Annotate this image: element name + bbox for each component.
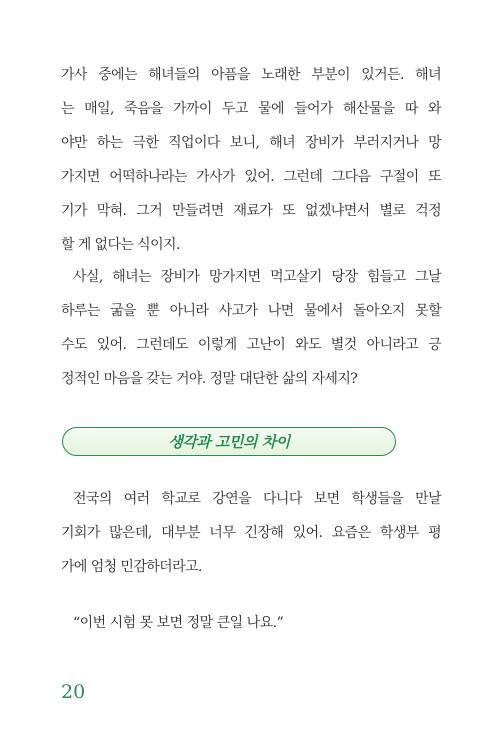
dialogue-quote: “이번 시험 못 보면 정말 큰일 나요.” — [73, 615, 284, 631]
text-line: 수도 있어. 그런데도 이렇게 고난이 와도 별것 아니라고 긍 — [61, 337, 441, 353]
text-line: 전국의 여러 학교로 강연을 다니다 보면 학생들을 만날 — [73, 491, 441, 507]
text-line: 는 매일, 죽음을 가까이 두고 물에 들어가 해산물을 따 와 — [61, 101, 441, 117]
paragraph-3 — [61, 482, 441, 584]
text-line: 할 게 없다는 식이지. — [61, 237, 180, 253]
text-line: 기가 막혀. 그거 만들려면 재료가 또 없겠냐면서 별로 걱정 — [61, 203, 441, 219]
text-line: 기회가 많은데, 대부분 너무 긴장해 있어. 요즘은 학생부 평 — [61, 525, 441, 541]
paragraph-1 — [61, 58, 441, 262]
text-line: 가에 엄청 민감하더라고. — [61, 559, 202, 575]
text-line: 야만 하는 극한 직업이다 보니, 해녀 장비가 부러지거나 망 — [61, 135, 441, 151]
text-line: 정적인 마음을 갖는 거야. 정말 대단한 삶의 자세지? — [61, 371, 358, 387]
text-line: 사실, 해녀는 장비가 망가지면 먹고살기 당장 힘들고 그날 — [73, 269, 441, 285]
text-line: 하루는 굶을 뿐 아니라 사고가 나면 물에서 돌아오지 못할 — [61, 303, 441, 319]
text-line: 가지면 어떡하나라는 가사가 있어. 그런데 그다음 구절이 또 — [61, 169, 441, 185]
section-heading: 생각과 고민의 차이 — [168, 433, 290, 451]
paragraph-2 — [61, 260, 441, 396]
section-heading-box — [62, 427, 396, 456]
text-line: 가사 중에는 해녀들의 아픔을 노래한 부분이 있거든. 해녀 — [61, 67, 441, 83]
page-number: 20 — [61, 681, 86, 703]
